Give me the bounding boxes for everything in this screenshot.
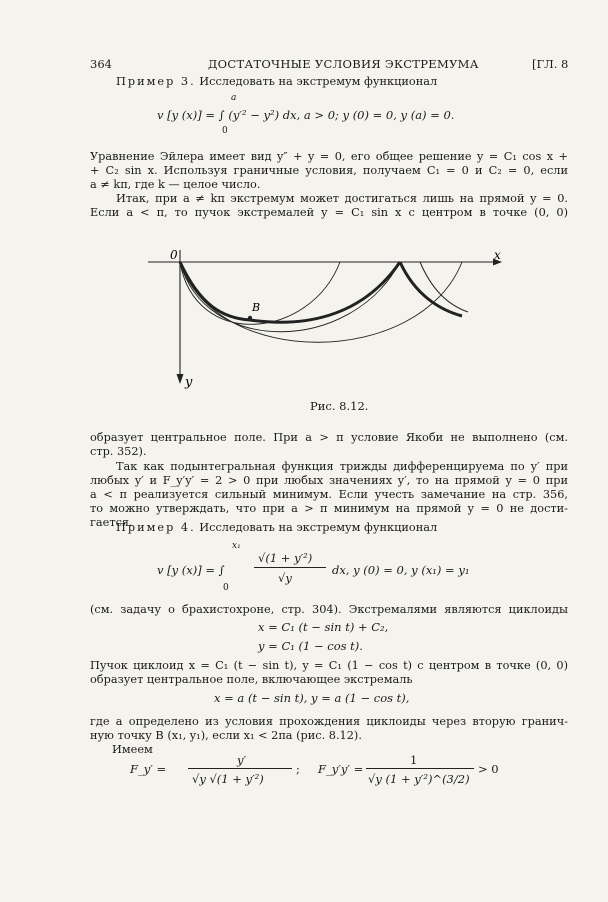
bold-extremal-1: [180, 262, 400, 322]
page-number: 364: [90, 57, 112, 71]
origin-label: 0: [170, 248, 178, 262]
thin-arc-2: [180, 262, 462, 342]
f1-denominator: √y √(1 + y′²): [192, 772, 264, 786]
running-title: ДОСТАТОЧНЫЕ УСЛОВИЯ ЭКСТРЕМУМА: [208, 57, 479, 71]
extremal-equation: x = a (t − sin t), y = a (1 − cos t),: [214, 691, 410, 705]
example4-statement: Исследовать на экстремум функционал: [199, 521, 438, 534]
point-b-marker: [248, 316, 252, 320]
f2-lhs: F_y′y′ =: [318, 762, 364, 776]
figure-caption: Рис. 8.12.: [310, 399, 369, 413]
bundle-line-1: Пучок циклоид x = C₁ (t − sin t), y = C₁ (1 − cos t) с центром в точке (0, 0): [90, 659, 568, 672]
cycloid-equation-1: x = C₁ (t − sin t) + C₂,: [258, 620, 389, 634]
separator: ;: [296, 762, 300, 776]
euler-line-2: + C₂ sin x. Используя граничные условия, получаем C₁ = 0 и C₂ = 0, если: [90, 164, 568, 177]
f2-denominator: √y (1 + y′²)^(3/2): [368, 772, 470, 786]
itak-line-1: Итак, при a ≠ kπ экстремум может достигаться лишь на прямой y = 0.: [116, 192, 568, 205]
x-axis-label: x: [494, 248, 501, 262]
central-line-2: стр. 352).: [90, 445, 147, 458]
tak-line-1: Так как подынтегральная функция трижды дифференцируема по y′ при: [116, 460, 568, 473]
example4-integral-upper: x₁: [232, 541, 241, 551]
imeem-word: Имеем: [112, 743, 153, 756]
figure-curves: [180, 262, 468, 342]
example3-label: Пример 3.: [116, 75, 196, 88]
f1-numerator: y′: [237, 753, 247, 767]
euler-line-1: Уравнение Эйлера имеет вид y″ + y = 0, его общее решение y = C₁ cos x +: [90, 150, 568, 163]
thin-arc-4: [420, 262, 468, 312]
point-b-label: B: [252, 301, 261, 314]
example4-lhs: v [y (x)] = ∫: [157, 563, 225, 577]
f2-numerator: 1: [410, 753, 418, 767]
thin-arc-3: [180, 262, 340, 324]
tak-line-4: то можно утверждать, что при a > π минимум на прямой y = 0 не дости-: [90, 502, 568, 515]
y-axis-arrow-icon: [177, 374, 184, 384]
tak-line-3: a < π реализуется сильный минимум. Если учесть замечание на стр. 356,: [90, 488, 568, 501]
itak-line-2: Если a < π, то пучок экстремалей y = C₁ sin x с центром в точке (0, 0): [90, 206, 568, 219]
positivity-tail: > 0: [478, 762, 499, 776]
cycloid-equation-2: y = C₁ (1 − cos t).: [258, 639, 363, 653]
example4-heading: [116, 521, 437, 535]
tak-line-5: гается.: [90, 516, 133, 529]
example3-integral-upper: a: [231, 93, 237, 103]
figure-8-12: [0, 0, 608, 400]
tak-line-2: любых y′ и F_y′y′ = 2 > 0 при любых значениях y′, то на прямой y = 0 при: [90, 474, 568, 487]
example4-denominator: √y: [278, 571, 292, 585]
central-line-1: образует центральное поле. При a > π условие Якоби не выполнено (см.: [90, 431, 568, 444]
example4-fraction-bar: [254, 567, 326, 568]
f1-lhs: F_y′ =: [130, 762, 167, 776]
example4-rhs: dx, y (0) = 0, y (x₁) = y₁: [332, 563, 470, 577]
example3-integral-lower: 0: [222, 126, 228, 136]
chapter-mark: [ГЛ. 8: [532, 57, 569, 71]
bold-extremal-2: [400, 262, 462, 316]
bundle-line-2: образует центральное поле, включающее экстремаль: [90, 673, 413, 686]
euler-line-3: a ≠ kπ, где k — целое число.: [90, 178, 261, 191]
y-axis-label: y: [185, 375, 193, 390]
where-line-1: где a определено из условия прохождения циклоиды через вторую гранич-: [90, 715, 568, 728]
where-line-2: ную точку B (x₁, y₁), если x₁ < 2πa (рис. 8.12).: [90, 729, 362, 742]
example3-formula: v [y (x)] = ∫ (y′² − y²) dx, a > 0; y (0) = 0, y (a) = 0.: [157, 108, 455, 122]
f2-fraction-bar: [366, 768, 474, 769]
example4-label: Пример 4.: [116, 521, 196, 534]
example4-integral-lower: 0: [223, 583, 229, 593]
example3-statement: Исследовать на экстремум функционал: [199, 75, 438, 88]
example4-numerator: √(1 + y′²): [258, 551, 313, 565]
brachistochrone-line: (см. задачу о брахистохроне, стр. 304). Экстремалями являются циклоиды: [90, 603, 568, 616]
f1-fraction-bar: [188, 768, 292, 769]
